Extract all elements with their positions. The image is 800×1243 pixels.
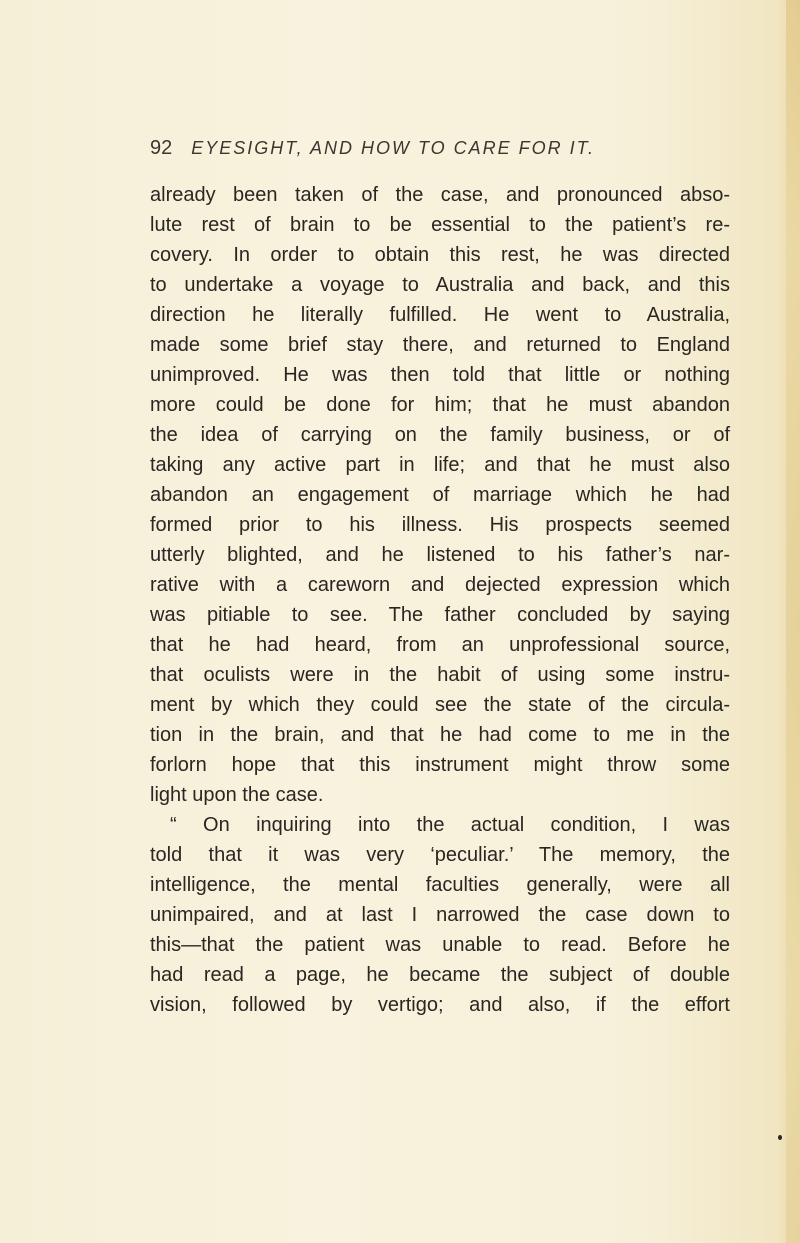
text-line: unimpaired, and at last I narrowed the case down to bbox=[150, 904, 730, 926]
page-edge-stain bbox=[786, 0, 800, 1243]
paragraph-end-line: light upon the case. bbox=[150, 784, 324, 806]
text-line: had read a page, he became the subject of double bbox=[150, 964, 730, 986]
text-line: covery. In order to obtain this rest, he was directed bbox=[150, 244, 730, 266]
text-line: made some brief stay there, and returned to England bbox=[150, 334, 730, 356]
text-line: this—that the patient was unable to read. Before he bbox=[150, 934, 730, 956]
text-line: forlorn hope that this instrument might throw some bbox=[150, 754, 730, 776]
text-line: taking any active part in life; and that he must also bbox=[150, 454, 730, 476]
text-line: that he had heard, from an unprofessional source, bbox=[150, 634, 730, 656]
page-number: 92 bbox=[150, 137, 173, 159]
text-line: that oculists were in the habit of using some instru- bbox=[150, 664, 730, 686]
text-line: the idea of carrying on the family business, or of bbox=[150, 424, 730, 446]
text-line: direction he literally fulfilled. He went to Australia, bbox=[150, 304, 730, 326]
text-line: already been taken of the case, and pronounced abso- bbox=[150, 184, 730, 206]
body-text bbox=[150, 180, 730, 1020]
text-line: was pitiable to see. The father concluded by saying bbox=[150, 604, 730, 626]
text-line: lute rest of brain to be essential to the patient’s re- bbox=[150, 214, 730, 236]
ink-speck bbox=[778, 1135, 782, 1140]
text-line: tion in the brain, and that he had come to me in the bbox=[150, 724, 730, 746]
text-line: intelligence, the mental faculties generally, were all bbox=[150, 874, 730, 896]
running-head bbox=[150, 137, 730, 167]
text-line: more could be done for him; that he must abandon bbox=[150, 394, 730, 416]
text-line: ment by which they could see the state of the circula- bbox=[150, 694, 730, 716]
text-line: vision, followed by vertigo; and also, if the effort bbox=[150, 994, 730, 1016]
running-title: EYESIGHT, AND HOW TO CARE FOR IT. bbox=[191, 138, 595, 158]
text-line: told that it was very ‘peculiar.’ The memory, the bbox=[150, 844, 730, 866]
text-line: abandon an engagement of marriage which he had bbox=[150, 484, 730, 506]
paragraph-start-line: “ On inquiring into the actual condition, I was bbox=[170, 814, 730, 836]
text-line: to undertake a voyage to Australia and back, and this bbox=[150, 274, 730, 296]
text-line: formed prior to his illness. His prospects seemed bbox=[150, 514, 730, 536]
text-line: rative with a careworn and dejected expression which bbox=[150, 574, 730, 596]
text-line: utterly blighted, and he listened to his father’s nar- bbox=[150, 544, 730, 566]
text-line: unimproved. He was then told that little or nothing bbox=[150, 364, 730, 386]
